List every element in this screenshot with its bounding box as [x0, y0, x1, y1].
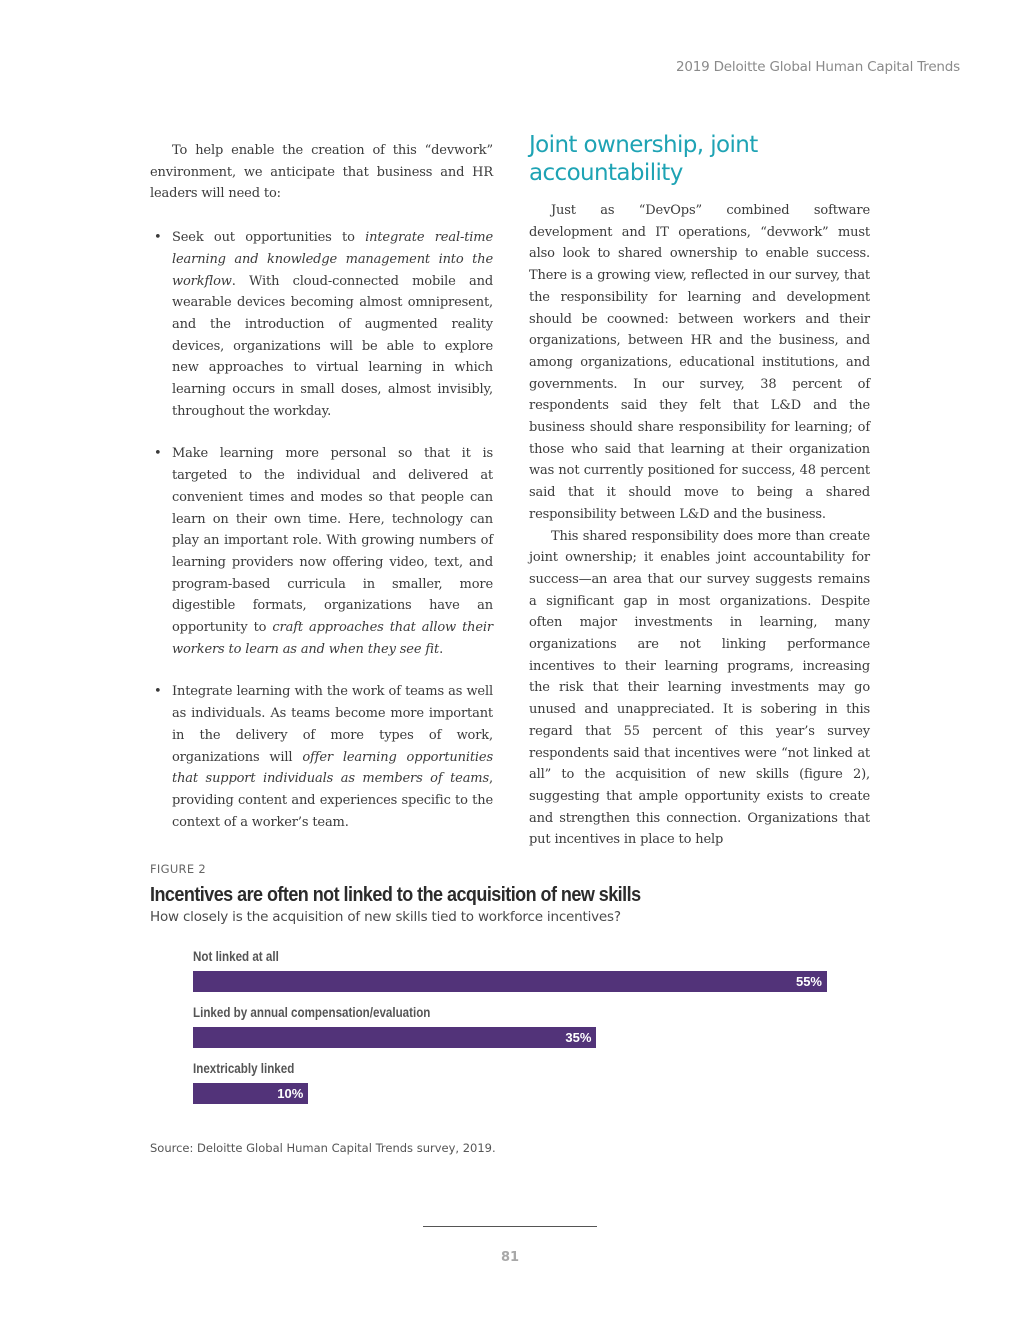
- bar: [193, 971, 827, 992]
- bar-value-label: 10%: [277, 1086, 304, 1101]
- bullet-icon: •: [154, 446, 162, 462]
- bar-value-label: 35%: [565, 1030, 592, 1045]
- section-heading: Joint ownership, joint accountability: [529, 132, 758, 186]
- chart-subtitle: How closely is the acquisition of new skills tied to workforce incentives?: [150, 909, 621, 925]
- body-paragraph: Just as “DevOps” combined software development and IT operations, “devwork” must also look to shared ownership to enable success. There is a growing view, reflected in our survey, that the responsibility for learning and development should be coowned: between workers and their organizations, between HR and the business, and among organizations, educational institutions, and governments. In our survey, 38 percent of respondents said they felt that L&D and the business should share responsibility for learning; of those who said that learning at their organization was not currently positioned for success, 48 percent said that it should move to being a shared responsibility between L&D and the business.: [529, 203, 870, 522]
- bar-row: [193, 947, 833, 1003]
- recommendations-list: [150, 227, 493, 833]
- bar-value-label: 55%: [795, 974, 822, 989]
- footer-divider: [423, 1226, 597, 1227]
- chart-title: Incentives are often not linked to the acquisition of new skills: [150, 884, 641, 906]
- bar-category-label: Linked by annual compensation/evaluation: [193, 1005, 431, 1020]
- bar: [193, 1027, 596, 1048]
- list-item: • Make learning more personal so that it is targeted to the individual and delivered at convenient times and modes so that people can learn on their own time. Here, technology can play an important role. With growing numbers of learning providers now offering video, text, and program-based curricula in smaller, more digestible formats, organizations have an opportunity to craft approaches that allow their workers to learn as and when they see fit.: [150, 443, 493, 660]
- bullet-icon: •: [154, 684, 162, 700]
- figure-2: [150, 862, 870, 1117]
- bar: [193, 1083, 308, 1104]
- bar-category-label: Inextricably linked: [193, 1061, 295, 1076]
- bar-row: [193, 1003, 833, 1059]
- page-number: 81: [500, 1250, 520, 1265]
- intro-paragraph: To help enable the creation of this “devwork” environment, we anticipate that business and HR leaders will need to:: [150, 143, 493, 202]
- figure-label: FIGURE 2: [150, 862, 206, 876]
- body-paragraph: This shared responsibility does more than create joint ownership; it enables joint accountability for success—an area that our survey suggests remains a significant gap in most organizations. Despite often major investments in learning, many organizations are not linking performance incentives to their learning programs, increasing the risk that their learning investments may go unused and unappreciated. It is sobering in this regard that 55 percent of this year’s survey respondents said that incentives were “not linked at all” to the acquisition of new skills (figure 2), suggesting that ample opportunity exists to create and strengthen this connection. Organizations that put incentives in place to help: [529, 528, 870, 848]
- bar-row: [193, 1059, 833, 1115]
- figure-source: Source: Deloitte Global Human Capital Trends survey, 2019.: [150, 1141, 496, 1155]
- bullet-icon: •: [154, 230, 162, 246]
- running-header: 2019 Deloitte Global Human Capital Trends: [675, 59, 960, 75]
- bar-category-label: Not linked at all: [193, 949, 279, 964]
- bar-chart: [193, 947, 833, 1117]
- right-column: [529, 131, 870, 851]
- list-item: • Seek out opportunities to integrate real-time learning and knowledge management into the workflow. With cloud-connected mobile and wearable devices becoming almost omnipresent, and the introduction of augmented reality devices, organizations will be able to explore new approaches to virtual learning in which learning occurs in small doses, almost invisibly, throughout the workday.: [150, 227, 493, 422]
- list-item: • Integrate learning with the work of teams as well as individuals. As teams become more important in the delivery of more types of work, organizations will offer learning opportunities that support individuals as members of teams, providing content and experiences specific to the context of a worker’s team.: [150, 681, 493, 833]
- left-column: [150, 140, 493, 833]
